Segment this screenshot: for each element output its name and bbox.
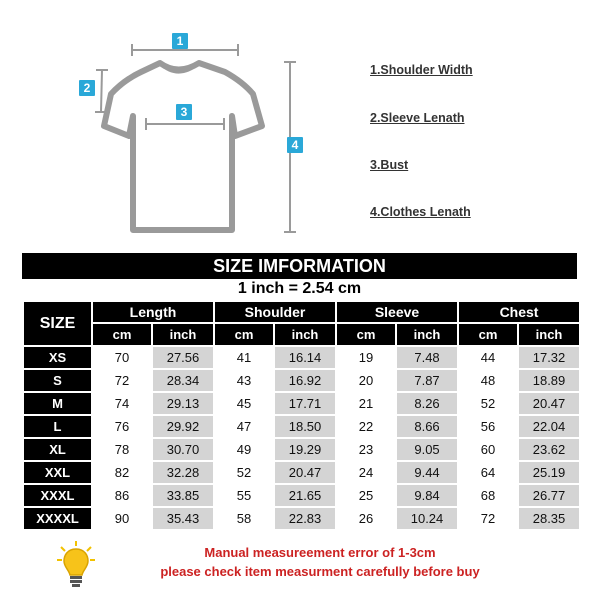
legend-shoulder-width: 1.Shoulder Width bbox=[370, 63, 473, 77]
table-cell: 28.35 bbox=[519, 508, 579, 529]
measurement-note bbox=[130, 543, 510, 581]
table-row bbox=[24, 393, 579, 414]
table-cell: 17.71 bbox=[275, 393, 335, 414]
table-cell: 35.43 bbox=[153, 508, 213, 529]
table-cell: 20 bbox=[337, 370, 395, 391]
table-cell: 58 bbox=[215, 508, 273, 529]
table-cell: 52 bbox=[459, 393, 517, 414]
size-label: L bbox=[24, 416, 91, 437]
table-cell: 76 bbox=[93, 416, 151, 437]
table-cell: 21 bbox=[337, 393, 395, 414]
size-label: XXXXL bbox=[24, 508, 91, 529]
table-cell: 33.85 bbox=[153, 485, 213, 506]
unit-header: cm bbox=[93, 324, 151, 345]
size-label: XL bbox=[24, 439, 91, 460]
table-row bbox=[24, 439, 579, 460]
sleeve-measure-line bbox=[101, 70, 102, 112]
table-cell: 22.83 bbox=[275, 508, 335, 529]
tshirt-illustration bbox=[0, 0, 599, 245]
table-cell: 26 bbox=[337, 508, 395, 529]
tshirt-outline bbox=[104, 63, 262, 230]
unit-header: inch bbox=[275, 324, 335, 345]
lightbulb-icon bbox=[56, 540, 96, 590]
table-cell: 24 bbox=[337, 462, 395, 483]
table-cell: 22.04 bbox=[519, 416, 579, 437]
table-cell: 7.87 bbox=[397, 370, 457, 391]
size-label: M bbox=[24, 393, 91, 414]
table-cell: 27.56 bbox=[153, 347, 213, 368]
note-line-2: please check item measurment carefully before buy bbox=[160, 564, 480, 579]
table-cell: 26.77 bbox=[519, 485, 579, 506]
table-cell: 9.44 bbox=[397, 462, 457, 483]
badge-2: 2 bbox=[79, 80, 95, 96]
unit-header: inch bbox=[519, 324, 579, 345]
table-cell: 18.89 bbox=[519, 370, 579, 391]
table-row bbox=[24, 416, 579, 437]
table-cell: 90 bbox=[93, 508, 151, 529]
table-row bbox=[24, 370, 579, 391]
table-cell: 25 bbox=[337, 485, 395, 506]
unit-header: cm bbox=[459, 324, 517, 345]
table-cell: 21.65 bbox=[275, 485, 335, 506]
table-cell: 19 bbox=[337, 347, 395, 368]
note-line-1: Manual measureement error of 1-3cm bbox=[204, 545, 436, 560]
table-cell: 48 bbox=[459, 370, 517, 391]
table-cell: 74 bbox=[93, 393, 151, 414]
badge-4: 4 bbox=[287, 137, 303, 153]
table-cell: 60 bbox=[459, 439, 517, 460]
unit-header: inch bbox=[397, 324, 457, 345]
unit-header: cm bbox=[337, 324, 395, 345]
table-cell: 41 bbox=[215, 347, 273, 368]
size-rows bbox=[24, 347, 579, 529]
table-cell: 29.92 bbox=[153, 416, 213, 437]
size-column-header: SIZE bbox=[24, 302, 91, 345]
tshirt-diagram bbox=[0, 0, 599, 245]
table-cell: 56 bbox=[459, 416, 517, 437]
table-cell: 20.47 bbox=[519, 393, 579, 414]
table-cell: 30.70 bbox=[153, 439, 213, 460]
table-cell: 47 bbox=[215, 416, 273, 437]
table-cell: 7.48 bbox=[397, 347, 457, 368]
group-header-chest: Chest bbox=[459, 302, 579, 322]
badge-3: 3 bbox=[176, 104, 192, 120]
table-cell: 8.26 bbox=[397, 393, 457, 414]
unit-header: inch bbox=[153, 324, 213, 345]
table-cell: 45 bbox=[215, 393, 273, 414]
table-cell: 72 bbox=[459, 508, 517, 529]
size-chart-table bbox=[22, 300, 581, 531]
table-cell: 18.50 bbox=[275, 416, 335, 437]
table-cell: 52 bbox=[215, 462, 273, 483]
table-cell: 29.13 bbox=[153, 393, 213, 414]
table-cell: 19.29 bbox=[275, 439, 335, 460]
size-label: XS bbox=[24, 347, 91, 368]
table-cell: 49 bbox=[215, 439, 273, 460]
group-header-length: Length bbox=[93, 302, 213, 322]
group-header-shoulder: Shoulder bbox=[215, 302, 335, 322]
size-information-title: SIZE IMFORMATION bbox=[22, 253, 577, 279]
table-cell: 10.24 bbox=[397, 508, 457, 529]
unit-header: cm bbox=[215, 324, 273, 345]
table-cell: 9.05 bbox=[397, 439, 457, 460]
table-cell: 68 bbox=[459, 485, 517, 506]
legend-sleeve-length: 2.Sleeve Lenath bbox=[370, 111, 465, 125]
table-cell: 55 bbox=[215, 485, 273, 506]
table-cell: 44 bbox=[459, 347, 517, 368]
table-cell: 9.84 bbox=[397, 485, 457, 506]
table-cell: 32.28 bbox=[153, 462, 213, 483]
table-row bbox=[24, 508, 579, 529]
table-cell: 43 bbox=[215, 370, 273, 391]
table-cell: 17.32 bbox=[519, 347, 579, 368]
table-cell: 28.34 bbox=[153, 370, 213, 391]
size-label: XXL bbox=[24, 462, 91, 483]
table-cell: 25.19 bbox=[519, 462, 579, 483]
size-label: S bbox=[24, 370, 91, 391]
table-row bbox=[24, 462, 579, 483]
table-cell: 22 bbox=[337, 416, 395, 437]
unit-conversion: 1 inch = 2.54 cm bbox=[237, 280, 362, 297]
table-cell: 82 bbox=[93, 462, 151, 483]
table-cell: 72 bbox=[93, 370, 151, 391]
table-cell: 23.62 bbox=[519, 439, 579, 460]
legend-bust: 3.Bust bbox=[370, 158, 409, 172]
table-cell: 70 bbox=[93, 347, 151, 368]
table-cell: 20.47 bbox=[275, 462, 335, 483]
table-cell: 8.66 bbox=[397, 416, 457, 437]
size-label: XXXL bbox=[24, 485, 91, 506]
table-cell: 86 bbox=[93, 485, 151, 506]
table-cell: 16.92 bbox=[275, 370, 335, 391]
table-cell: 64 bbox=[459, 462, 517, 483]
table-row bbox=[24, 485, 579, 506]
table-cell: 23 bbox=[337, 439, 395, 460]
table-row bbox=[24, 347, 579, 368]
table-cell: 78 bbox=[93, 439, 151, 460]
legend-clothes-length: 4.Clothes Lenath bbox=[370, 205, 471, 219]
table-cell: 16.14 bbox=[275, 347, 335, 368]
group-header-sleeve: Sleeve bbox=[337, 302, 457, 322]
badge-1: 1 bbox=[172, 33, 188, 49]
